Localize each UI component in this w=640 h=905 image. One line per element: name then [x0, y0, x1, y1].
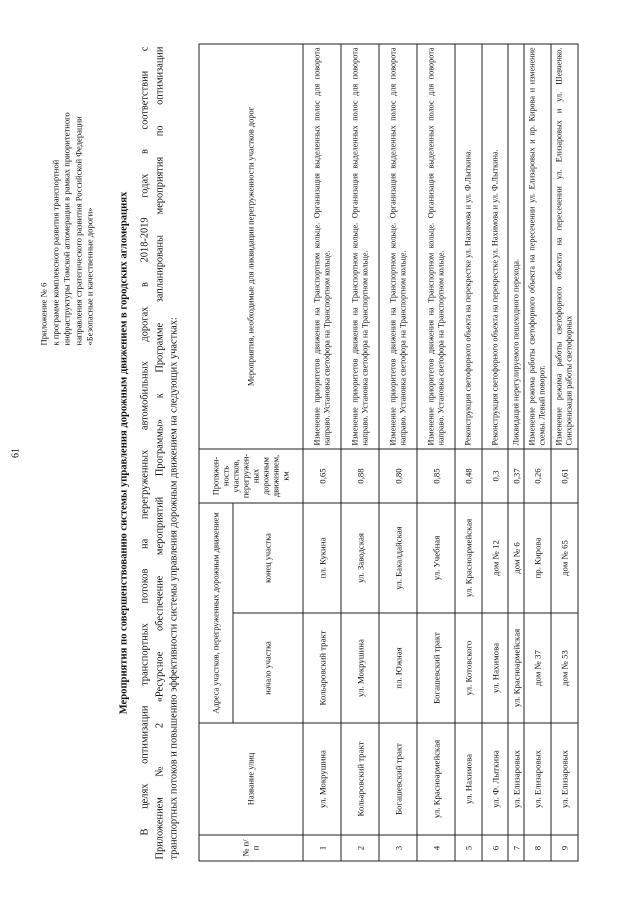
segment-end: ул. Красноармейская [455, 502, 482, 612]
segment-start: Богашевский тракт [417, 613, 455, 723]
street-name: Кольаровский тракт [341, 723, 379, 835]
street-name: ул. Мокрушина [303, 723, 341, 835]
table-row [524, 43, 551, 860]
table-row [508, 43, 524, 860]
segment-start: пл. Южная [379, 613, 417, 723]
segment-start: ул. Нахимова [482, 613, 508, 723]
segment-length: 0,3 [482, 448, 508, 502]
header-measures: Мероприятия, необходимые для ликвидации перегруженности участков дорог [199, 43, 303, 448]
appendix-reference [38, 100, 96, 345]
segment-length: 0,65 [303, 448, 341, 502]
row-number: 3 [379, 835, 417, 861]
street-name: ул. Елизаровых [508, 723, 524, 835]
appendix-line: направления стратегического развития Российской Федерации [72, 115, 83, 345]
intro-paragraph [138, 46, 182, 859]
table-row [417, 43, 455, 860]
segment-length: 0,85 [417, 448, 455, 502]
segment-start: ул. Красноармейская [508, 613, 524, 723]
segment-length: 0,61 [551, 448, 578, 502]
street-name: ул. Красноармейская [417, 723, 455, 835]
segment-length: 0,80 [379, 448, 417, 502]
appendix-line: инфраструктуры Томской агломерации в рамках приоритетного [61, 111, 71, 345]
measure-text: Реконструкция светофорного объекта на перекрестке ул. Нахимова и ул. Ф.Лыткина. [482, 43, 508, 448]
page-number: 61 [10, 447, 21, 458]
measure-text: Изменение приоритетов движения на Транспортном кольце. Организация выделенных полос для поворота направо. Установка светофора на Транспортном кольце. [379, 43, 417, 448]
segment-length: 0,37 [508, 448, 524, 502]
table-row [482, 43, 508, 860]
segment-end: дом № 12 [482, 502, 508, 612]
segment-start: ул. Котовского [455, 613, 482, 723]
table-row [303, 43, 341, 860]
measure-text: Изменение приоритетов движения на Транспортном кольце. Организация выделенных полос для поворота направо. Установка светофора на Транспортном кольце. [303, 43, 341, 448]
header-length: Протяжен-ность участков, перегружен-ных дорожным движением, км [199, 448, 303, 502]
intro-line: транспортных потоков и повышению эффективности системы управления дорожным движением на следующих участках: [168, 316, 180, 859]
measure-text: Изменение приоритетов движения на Транспортном кольце. Организация выделенных полос для поворота направо. Установка светофора на Транспортном кольце. [417, 43, 455, 448]
header-start: начало участка [233, 613, 303, 723]
segment-end: ул. Заводская [341, 502, 379, 612]
table-row [379, 43, 417, 860]
segment-end: пл. Кукина [303, 502, 341, 612]
row-number: 7 [508, 835, 524, 861]
appendix-line: «Безопасные и качественные дороги» [84, 207, 94, 345]
segment-end: дом № 65 [551, 502, 578, 612]
header-end: конец участка [233, 502, 303, 612]
segment-start: дом № 37 [524, 613, 551, 723]
row-number: 5 [455, 835, 482, 861]
segment-start: ул. Мокрушина [341, 613, 379, 723]
segment-end: дом № 6 [508, 502, 524, 612]
table-row [341, 43, 379, 860]
intro-line: Приложением № 2 «Ресурсное обеспечение мероприятий Программы» к Программе запланированы мероприятия по оптимизации [153, 46, 165, 859]
measure-text: Изменение режима работы светофорного объекта на пересечении ул. Елизаровых и ул. Шевченко. Синхронизация работы светофорных [551, 43, 578, 448]
row-number: 1 [303, 835, 341, 861]
header-street: Название улиц [199, 723, 303, 835]
street-name: Богашевский тракт [379, 723, 417, 835]
measures-table [198, 43, 578, 861]
street-name: ул. Елизаровых [551, 723, 578, 835]
measure-text: Ликвидация нерегулируемого пешеходного перехода. [508, 43, 524, 448]
segment-start: дом № 53 [551, 613, 578, 723]
table-row [455, 43, 482, 860]
segment-end: пр. Кирова [524, 502, 551, 612]
segment-length: 0,48 [455, 448, 482, 502]
street-name: ул. Ф. Лыткина [482, 723, 508, 835]
row-number: 6 [482, 835, 508, 861]
street-name: ул. Елизаровых [524, 723, 551, 835]
segment-start: Кольаровский тракт [303, 613, 341, 723]
row-number: 2 [341, 835, 379, 861]
segment-end: ул. Учебная [417, 502, 455, 612]
measure-text: Изменение приоритетов движения на Транспортном кольце. Организация выделенных полос для поворота направо. Установка светофора на Транспортном кольце. [341, 43, 379, 448]
row-number: 4 [417, 835, 455, 861]
measure-text: Реконструкция светофорного объекта на перекрестке ул. Нахимова и ул. Ф.Лыткина. [455, 43, 482, 448]
segment-length: 0,26 [524, 448, 551, 502]
street-name: ул. Нахимова [455, 723, 482, 835]
intro-line: В целях оптимизации транспортных потоков на перегруженных автомобильных дорогах в 2018-2019 годах в соответствии с [139, 46, 150, 835]
appendix-line: к программе комплексного развития транспортной [49, 159, 60, 345]
appendix-line: Приложение № 6 [38, 282, 48, 345]
document-title: Мероприятия по совершенствованию системы управления дорожным движением в городских агломерациях [118, 191, 129, 714]
row-number: 8 [524, 835, 551, 861]
header-addresses: Адреса участков, перегруженных дорожным движением [199, 502, 233, 722]
table-row [551, 43, 578, 860]
header-number: № п/п [199, 835, 303, 861]
row-number: 9 [551, 835, 578, 861]
segment-length: 0,88 [341, 448, 379, 502]
measure-text: Изменение режима работы светофорного объекта на пересечении ул. Елизаровых и пр. Кирова и изменение схемы. Левый поворот. [524, 43, 551, 448]
segment-end: ул. Бакалдайская [379, 502, 417, 612]
